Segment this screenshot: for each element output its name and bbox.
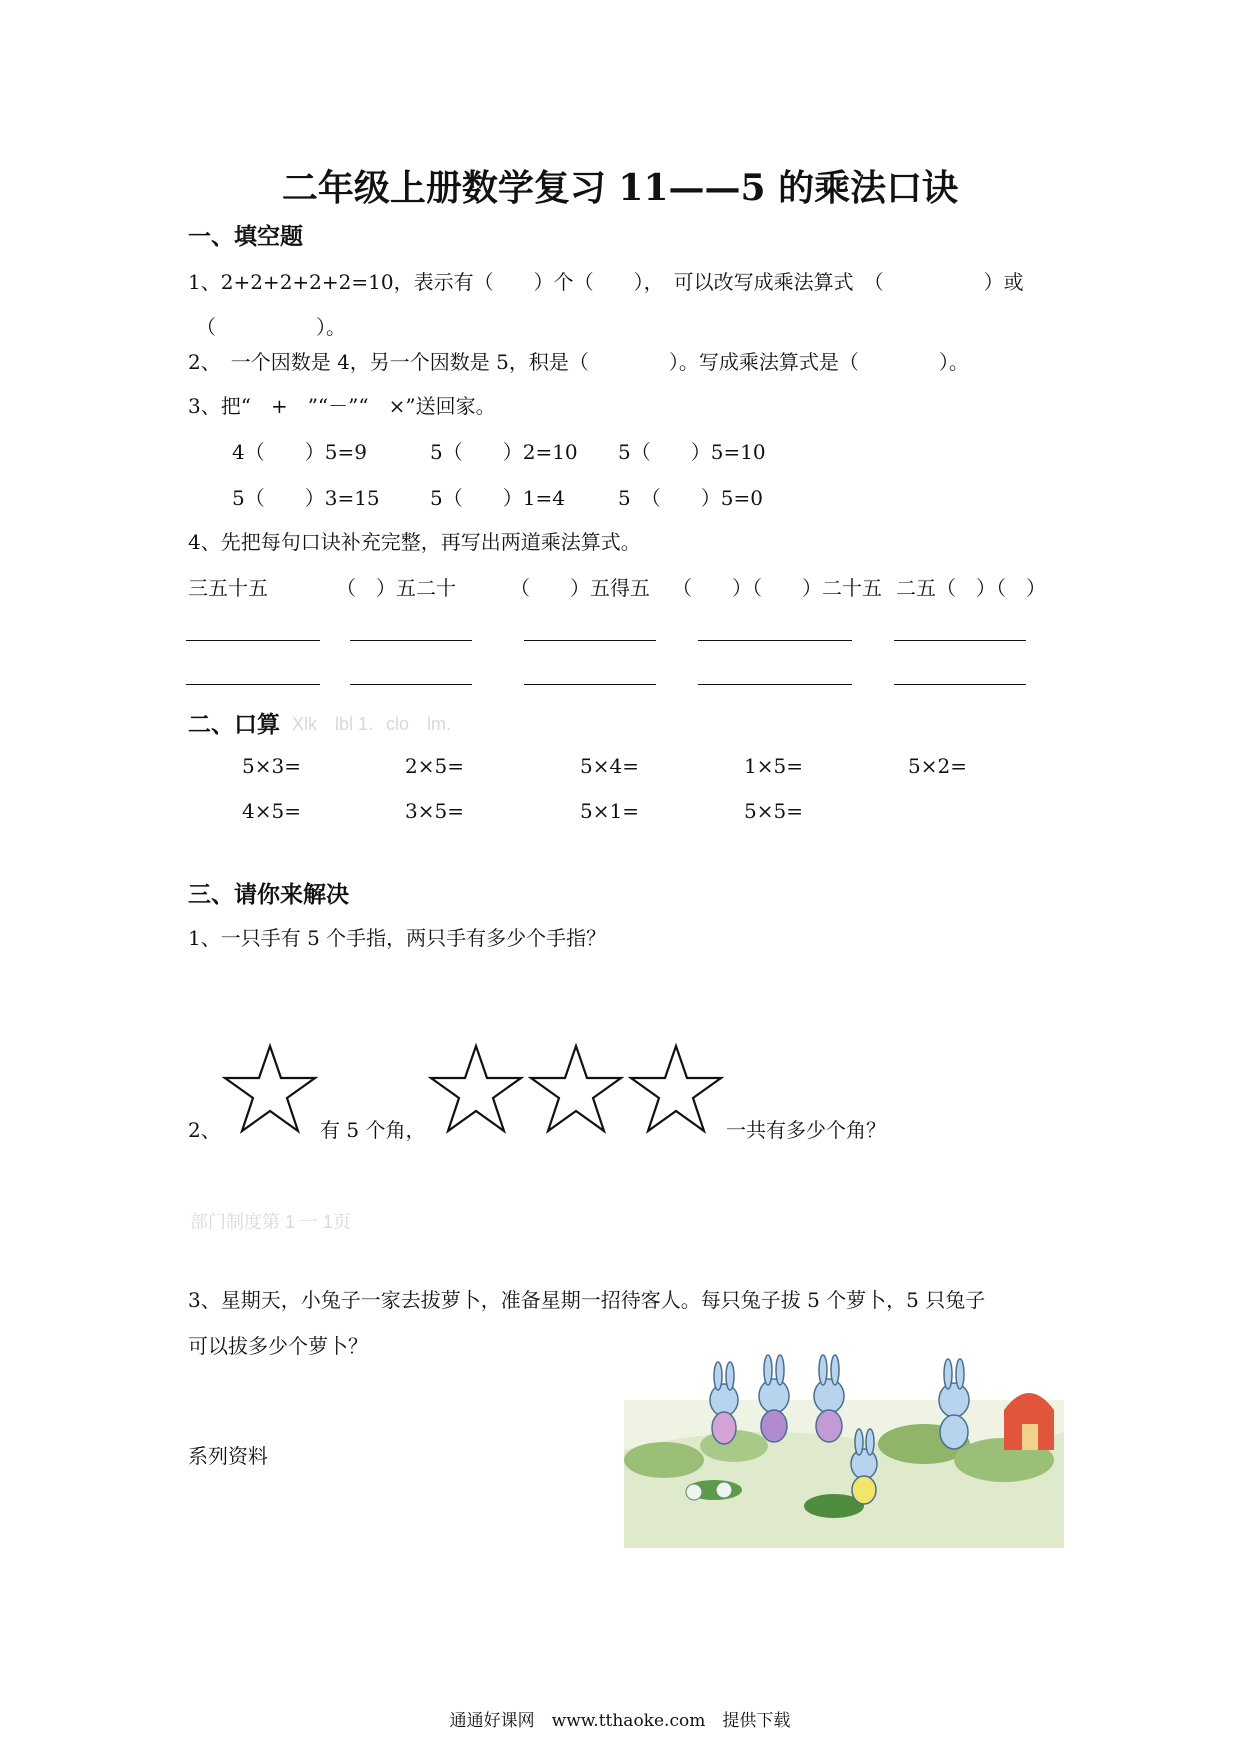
question-2: 2、 一个因数是 4，另一个因数是 5，积是（ ）。写成乘法算式是（ ）。 xyxy=(188,350,969,374)
q3-item: 5（ ）5=10 xyxy=(618,440,766,464)
star-icon xyxy=(428,1042,524,1134)
series-label: 系列资料 xyxy=(188,1444,268,1468)
question-1-line-2: （ ）。 xyxy=(196,315,346,339)
question-3: 3、把“ + ”“－”“ ×”送回家。 xyxy=(188,394,496,418)
q4-item: （ ）（ ）二十五 xyxy=(672,576,882,600)
answer-line[interactable] xyxy=(894,640,1026,641)
answer-line[interactable] xyxy=(698,640,852,641)
star-icon xyxy=(528,1042,624,1134)
answer-line[interactable] xyxy=(524,640,656,641)
question-1-line-1: 1、2+2+2+2+2=10，表示有（ ）个（ ）， 可以改写成乘法算式 （ ）或 xyxy=(188,270,1024,294)
q4-item: （ ）五二十 xyxy=(336,576,456,600)
oral-item: 4×5= xyxy=(242,799,301,823)
oral-item: 5×1= xyxy=(580,799,639,823)
solve-q2-mid: 有 5 个角， xyxy=(320,1118,426,1142)
answer-line[interactable] xyxy=(350,684,472,685)
watermark-text: Xlk lbl 1．clo lm. xyxy=(292,714,452,734)
oral-item: 3×5= xyxy=(405,799,464,823)
solve-question-1: 1、一只手有 5 个手指，两只手有多少个手指？ xyxy=(188,926,607,950)
answer-line[interactable] xyxy=(894,684,1026,685)
q4-item: （ ）五得五 xyxy=(510,576,650,600)
section-solve-heading: 三、请你来解决 xyxy=(188,882,349,908)
answer-line[interactable] xyxy=(350,640,472,641)
oral-item: 5×3= xyxy=(242,754,301,778)
solve-q3-line-1: 3、星期天，小兔子一家去拔萝卜，准备星期一招待客人。每只兔子拔 5 个萝卜，5 只兔子 xyxy=(188,1288,986,1312)
answer-line[interactable] xyxy=(186,684,320,685)
oral-item: 5×5= xyxy=(744,799,803,823)
page-footer: 通通好课网 www.tthaoke.com 提供下载 xyxy=(449,1711,791,1731)
q4-item: 二五（ ）（ ） xyxy=(896,576,1046,600)
oral-item: 1×5= xyxy=(744,754,803,778)
faint-footer-text: 部门制度第 1 一 1页 xyxy=(190,1212,352,1232)
q3-item: 5（ ）2=10 xyxy=(430,440,578,464)
oral-item: 5×2= xyxy=(908,754,967,778)
q3-item: 5（ ）1=4 xyxy=(430,486,565,510)
section-fill-blank-heading: 一、填空题 xyxy=(188,224,303,250)
q3-item: 5 （ ）5=0 xyxy=(618,486,763,510)
star-icon xyxy=(222,1042,318,1134)
q4-item: 三五十五 xyxy=(188,576,268,600)
question-4: 4、先把每句口诀补充完整，再写出两道乘法算式。 xyxy=(188,530,641,554)
oral-item: 2×5= xyxy=(405,754,464,778)
rabbits-pulling-carrots-illustration xyxy=(624,1340,1064,1548)
section-oral-heading: 二、口算 xyxy=(188,712,280,738)
answer-line[interactable] xyxy=(524,684,656,685)
star-icon xyxy=(628,1042,724,1134)
q3-item: 4（ ）5=9 xyxy=(232,440,367,464)
answer-line[interactable] xyxy=(698,684,852,685)
page-title: 二年级上册数学复习 11——5 的乘法口诀 xyxy=(281,167,959,209)
oral-item: 5×4= xyxy=(580,754,639,778)
solve-q2-prefix: 2、 xyxy=(188,1118,221,1142)
solve-q2-suffix: 一共有多少个角？ xyxy=(726,1118,886,1142)
solve-q3-line-2: 可以拔多少个萝卜？ xyxy=(188,1334,368,1358)
q3-item: 5（ ）3=15 xyxy=(232,486,380,510)
answer-line[interactable] xyxy=(186,640,320,641)
